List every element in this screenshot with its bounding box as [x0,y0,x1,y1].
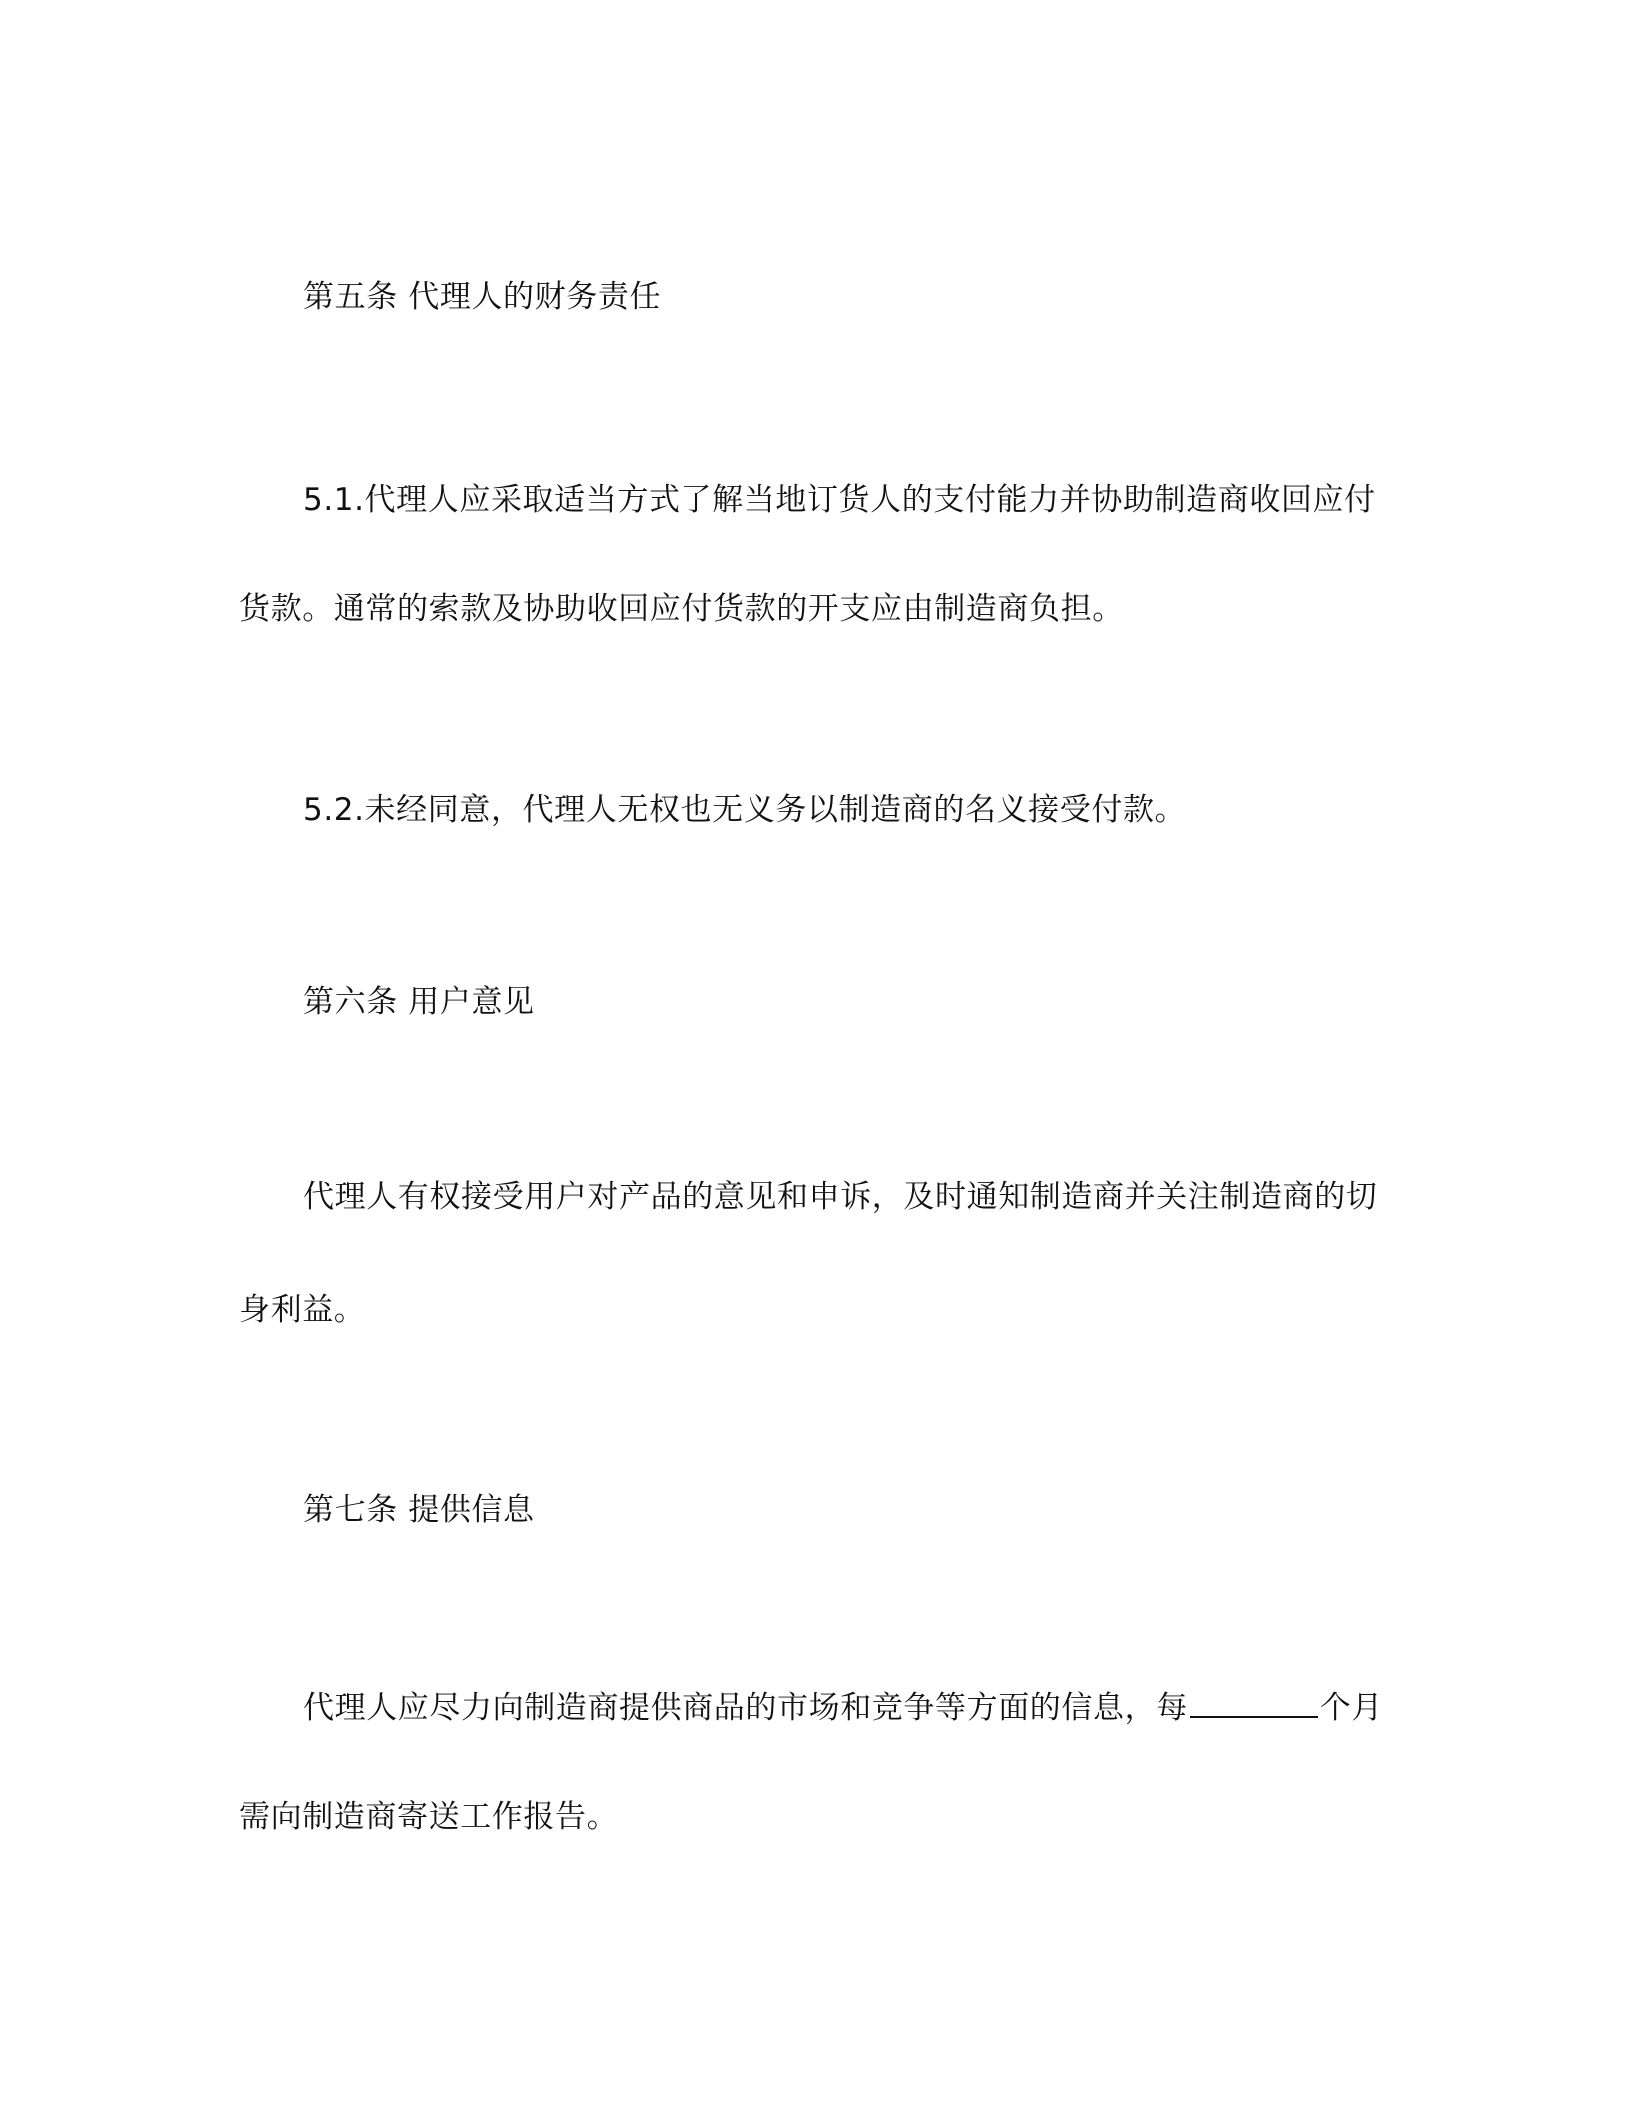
article-6-body-line-1: 代理人有权接受用户对产品的意见和申诉，及时通知制造商并关注制造商的切 [303,1179,1378,1215]
clause-5-2: 5.2.未经同意，代理人无权也无义务以制造商的名义接受付款。 [303,792,1187,828]
clause-5-1-line-2: 货款。通常的索款及协助收回应付货款的开支应由制造商负担。 [239,591,1124,627]
article-7-heading: 第七条 提供信息 [303,1492,535,1528]
article-7-body-text-before-blank: 代理人应尽力向制造商提供商品的市场和竞争等方面的信息，每 [303,1690,1188,1726]
months-blank-field[interactable] [1190,1686,1318,1718]
article-7-body-line-2: 需向制造商寄送工作报告。 [239,1799,619,1835]
clause-5-1-line-1: 5.1.代理人应采取适当方式了解当地订货人的支付能力并协助制造商收回应付 [303,482,1376,518]
article-7-body-line-1 [303,1686,1383,1728]
article-6-heading: 第六条 用户意见 [303,984,535,1020]
article-5-heading: 第五条 代理人的财务责任 [303,279,662,315]
article-7-body-text-after-blank: 个月 [1319,1690,1383,1726]
article-6-body-line-2: 身利益。 [239,1292,366,1328]
